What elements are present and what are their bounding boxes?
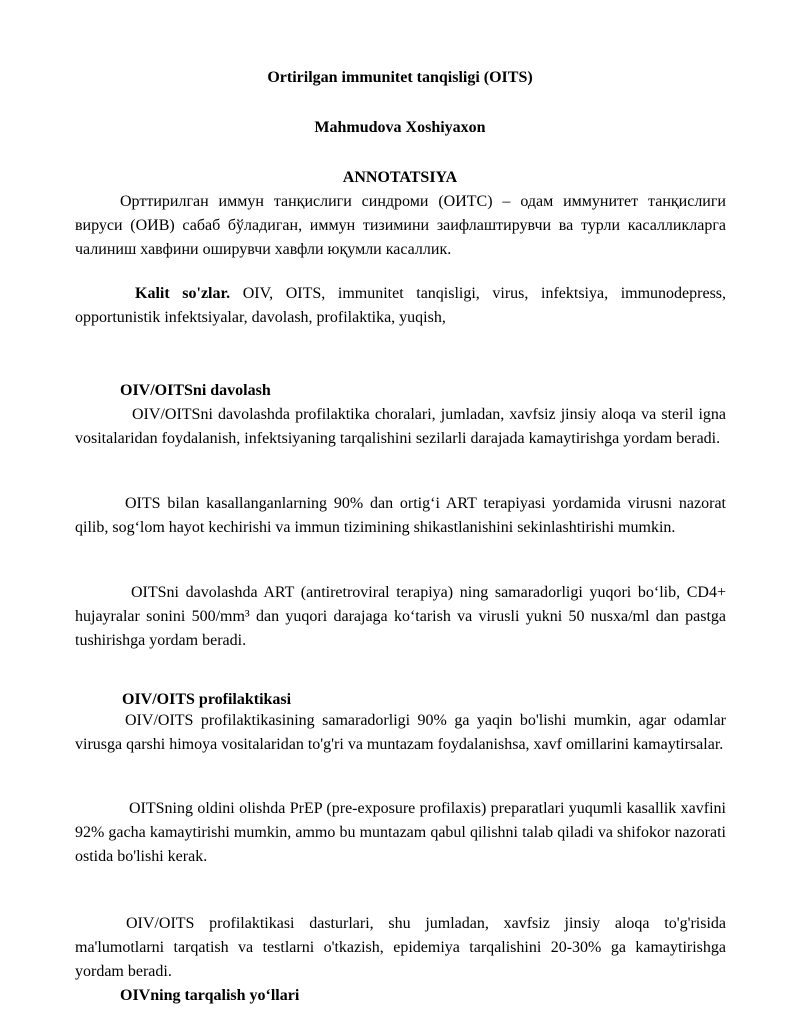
treatment-paragraph-2: OITS bilan kasallanganlarning 90% dan ortig‘i ART terapiyasi yordamida virusni nazorat qilib, sog‘lom hayot kechirishi va immun tizimining shikastlanishini sekinlashtirishi mumkin. bbox=[75, 495, 726, 536]
prevention-paragraph-1: OIV/OITS profilaktikasining samaradorligi 90% ga yaqin bo'lishi mumkin, agar odamlar virusga qarshi himoya vositalaridan to'g'ri va muntazam foydalanishsa, xavf omillarini kamaytirsalar. bbox=[75, 712, 726, 753]
annotation-heading: ANNOTATSIYA bbox=[342, 169, 458, 186]
section-heading-treatment: OIV/OITSni davolash bbox=[120, 382, 271, 399]
section-heading-transmission: OIVning tarqalish yo‘llari bbox=[120, 987, 300, 1004]
document-title: Ortirilgan immunitet tanqisligi (OITS) bbox=[267, 69, 533, 86]
keywords-label: Kalit so'zlar. bbox=[135, 285, 231, 302]
prevention-paragraph-2: OITSning oldini olishda PrEP (pre-exposure profilaxis) preparatlari yuqumli kasallik xavfini 92% gacha kamaytirishi mumkin, ammo bu muntazam qabul qilishni talab qiladi va shifokor nazorati ostida bo'lishi kerak. bbox=[75, 800, 726, 865]
treatment-paragraph-1: OIV/OITSni davolashda profilaktika choralari, jumladan, xavfsiz jinsiy aloqa va steril igna vositalaridan foydalanish, infektsiyaning tarqalishini sezilarli darajada kamaytirishga yordam beradi. bbox=[75, 406, 726, 447]
keywords-text: OIV, OITS, immunitet tanqisligi, virus, infektsiya, immunodepress, opportunistik infektsiyalar, davolash, profilaktika, yuqish, bbox=[75, 285, 727, 326]
keywords-paragraph bbox=[75, 282, 726, 330]
author-name: Mahmudova Xoshiyaxon bbox=[314, 119, 486, 136]
prevention-paragraph-3: OIV/OITS profilaktikasi dasturlari, shu jumladan, xavfsiz jinsiy aloqa to'g'risida ma'lumotlarni tarqatish va testlarni o'tkazish, epidemiya tarqalishini 20-30% ga kamaytirishga yordam beradi. bbox=[75, 915, 726, 980]
treatment-paragraph-3: OITSni davolashda ART (antiretroviral terapiya) ning samaradorligi yuqori bo‘lib, CD4+ hujayralar sonini 500/mm³ dan yuqori darajaga ko‘tarish va virusli yukni 50 nusxa/ml dan pastga tushirishga yordam beradi. bbox=[75, 584, 726, 649]
section-heading-prevention: OIV/OITS profilaktikasi bbox=[122, 691, 292, 708]
annotation-text: Орттирилган иммун танқислиги синдроми (ОИТС) – одам иммунитет танқислиги вируси (ОИВ) сабаб бўладиган, иммун тизимини заифлаштирувчи ва турли касалликларга чалиниш хавфини оширувчи хавфли юқумли касаллик. bbox=[75, 193, 726, 258]
